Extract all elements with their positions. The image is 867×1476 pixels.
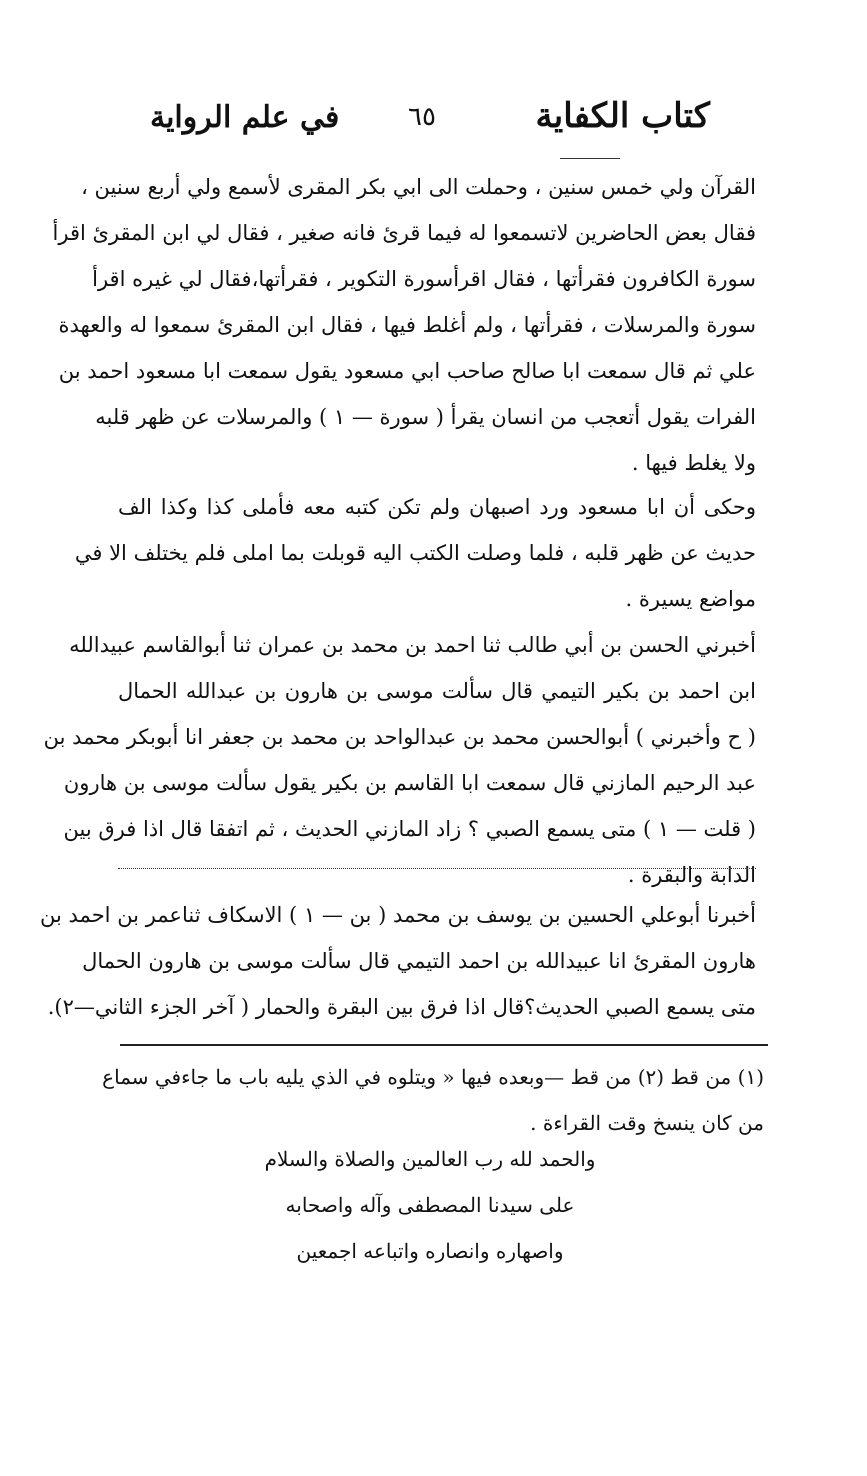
- paragraph-2: [74, 484, 756, 622]
- text-line: أخبرني الحسن بن أبي طالب ثنا احمد بن محمد بن عمران ثنا أبوالقاسم عبيدالله: [69, 633, 756, 657]
- paragraph-1: [52, 164, 756, 486]
- scan-rule-mark: [118, 868, 756, 869]
- text-line: سورة الكافرون فقرأتها ، فقال اقرأسورة التكوير ، فقرأتها،فقال لي غيره اقرأ: [92, 267, 756, 291]
- closing-line: على سيدنا المصطفى وآله واصحابه: [285, 1193, 575, 1217]
- text-line: ابن احمد بن بكير التيمي قال سألت موسى بن هارون بن عبدالله الحمال: [118, 679, 756, 703]
- text-line: الفرات يقول أتعجب من انسان يقرأ ( سورة — ١ ) والمرسلات عن ظهر قلبه: [95, 405, 756, 429]
- paragraph-4: [40, 892, 756, 1030]
- closing-doxology: [200, 1136, 660, 1274]
- paragraph-3: [43, 622, 756, 898]
- text-line: أخبرنا أبوعلي الحسين بن يوسف بن محمد ( بن — ١ ) الاسكاف ثناعمر بن احمد بن: [40, 903, 756, 927]
- closing-line: واصهاره وانصاره واتباعه اجمعين: [296, 1239, 564, 1263]
- text-line: ( ح وأخبرني ) أبوالحسن محمد بن عبدالواحد بن محمد بن جعفر انا أبوبكر محمد بن: [43, 725, 756, 749]
- text-line: هارون المقرئ انا عبيدالله بن احمد التيمي قال سألت موسى بن هارون الحمال: [82, 949, 756, 973]
- text-line: فقال بعض الحاضرين لاتسمعوا له فيما قرئ فانه صغير ، فقال لي ابن المقرئ اقرأ: [52, 221, 756, 245]
- text-line: ولا يغلط فيها .: [631, 451, 756, 475]
- book-title: كتاب الكفاية: [535, 96, 710, 136]
- closing-line: والحمد لله رب العالمين والصلاة والسلام: [264, 1147, 596, 1171]
- text-line: سورة والمرسلات ، فقرأتها ، ولم أغلط فيها ، فقال ابن المقرئ سمعوا له والعهدة: [58, 313, 756, 337]
- text-line: وحكى أن ابا مسعود ورد اصبهان ولم تكن كتبه معه فأملى كذا وكذا الف: [118, 495, 756, 519]
- text-line: القرآن ولي خمس سنين ، وحملت الى ابي بكر المقرى لأسمع ولي أربع سنين ،: [81, 175, 756, 199]
- page-number: ٦٥: [408, 102, 436, 132]
- text-line: الدابة والبقرة .: [627, 863, 756, 887]
- text-line: علي ثم قال سمعت ابا صالح صاحب ابي مسعود يقول سمعت ابا مسعود احمد بن: [58, 359, 756, 383]
- footnote: [102, 1054, 764, 1146]
- text-line: عبد الرحيم المازني قال سمعت ابا القاسم بن بكير يقول سألت موسى بن هارون: [63, 771, 756, 795]
- text-line: متى يسمع الصبي الحديث؟قال اذا فرق بين البقرة والحمار ( آخر الجزء الثاني—٢).: [47, 995, 756, 1019]
- text-line: مواضع يسيرة .: [625, 587, 756, 611]
- text-line: حديث عن ظهر قلبه ، فلما وصلت الكتب اليه قوبلت بما املى فلم يختلف الا في: [74, 541, 756, 565]
- header-underline-mark: [560, 158, 620, 159]
- section-title: في علم الرواية: [150, 100, 340, 135]
- page-header: [150, 96, 710, 146]
- footnote-divider: [120, 1044, 768, 1046]
- footnote-line: من كان ينسخ وقت القراءة .: [530, 1111, 764, 1135]
- text-line: ( قلت — ١ ) متى يسمع الصبي ؟ زاد المازني الحديث ، ثم اتفقا قال اذا فرق بين: [63, 817, 756, 841]
- footnote-line: (١) من قط (٢) من قط —وبعده فيها « ويتلوه في الذي يليه باب ما جاءفي سماع: [102, 1065, 764, 1089]
